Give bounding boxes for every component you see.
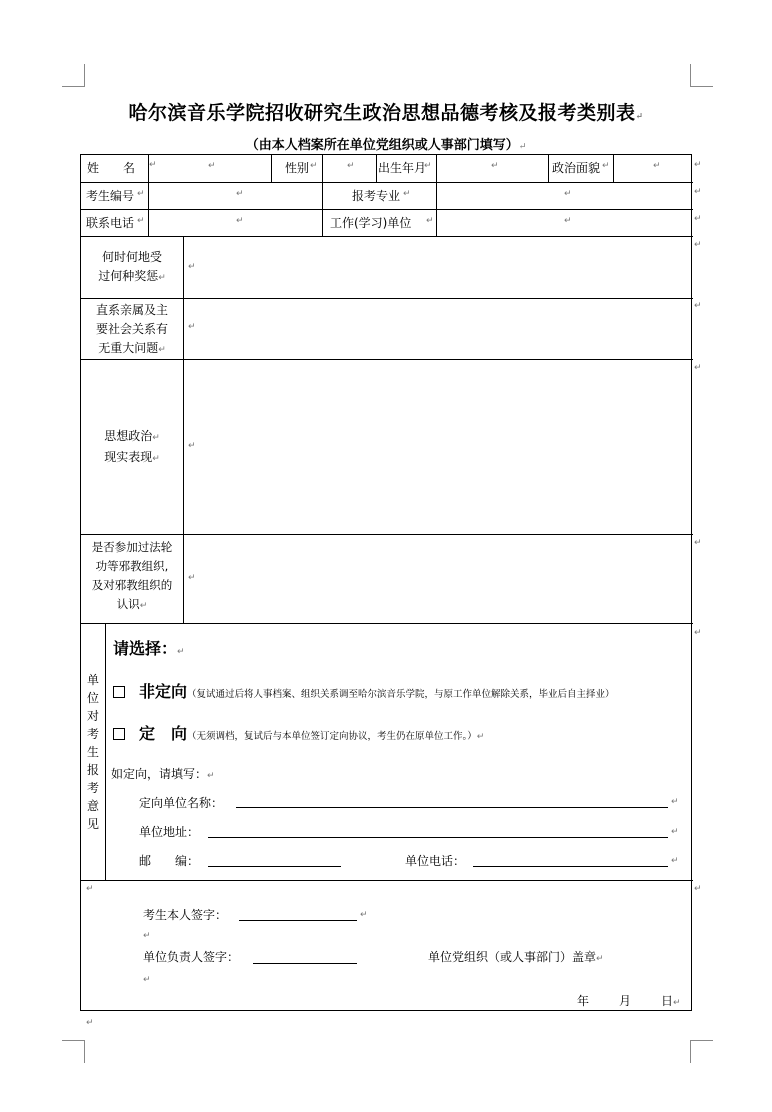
label-gender: 性别	[285, 161, 310, 175]
crop-mark-bottom-right	[690, 1040, 713, 1063]
field-cult[interactable]: ↵	[188, 573, 196, 583]
directed-unit-input[interactable]	[236, 807, 668, 808]
label-politics: 思想政治↵ 现实表现↵	[104, 429, 160, 464]
field-politics[interactable]: ↵	[188, 441, 196, 451]
field-political[interactable]: ↵	[653, 161, 661, 171]
directed-unit-label: 定向单位名称：	[139, 796, 224, 810]
unit-address-label: 单位地址：	[139, 825, 200, 839]
field-awards[interactable]: ↵	[188, 262, 196, 272]
field-work-unit[interactable]: ↵	[564, 216, 572, 226]
label-name: 姓 名	[87, 161, 136, 175]
postcode-input[interactable]	[208, 866, 341, 867]
date-month: 月	[619, 994, 632, 1008]
option-nondirected[interactable]: 非定向（复试通过后将人事档案、组织关系调至哈尔滨音乐学院，与原工作单位解除关系，毕业后自主择业）	[113, 679, 615, 702]
if-directed-label: 如定向，请填写：↵	[111, 767, 215, 781]
field-birth[interactable]: ↵	[491, 161, 499, 171]
date-year: 年	[577, 994, 590, 1008]
field-phone[interactable]: ↵	[236, 216, 244, 226]
leader-sign-input[interactable]	[253, 963, 357, 964]
label-political: 政治面貌	[552, 161, 601, 175]
unit-address-input[interactable]	[208, 837, 668, 838]
field-exam-no[interactable]: ↵	[236, 189, 244, 199]
candidate-sign-input[interactable]	[239, 920, 357, 921]
choose-heading: 请选择：↵	[113, 639, 185, 658]
field-major[interactable]: ↵	[564, 189, 572, 199]
field-gender[interactable]: ↵	[347, 161, 355, 171]
nondirected-checkbox[interactable]	[113, 686, 125, 698]
leader-sign-label: 单位负责人签字：	[143, 950, 240, 964]
crop-mark-top-left	[62, 64, 85, 87]
unit-phone-label: 单位电话：	[405, 854, 466, 868]
label-family: 直系亲属及主 要社会关系有 无重大问题↵	[95, 303, 168, 355]
unit-phone-input[interactable]	[473, 866, 668, 867]
label-unit-opinion: 单 位 对 考 生 报 考 意 见	[86, 673, 99, 831]
assessment-table: 姓 名 ↵ ↵ 性别 ↵ ↵ 出生年月 ↵ ↵ 政治面貌 ↵ ↵ 考生编号 ↵ ↵ 报考专业 ↵ ↵ 联系电话 ↵ ↵ 工作(学习)单位 ↵ ↵ 何时何地受 过何种奖惩↵ ↵ 直系亲属及主 要社会关系有 无重大问题↵ ↵ 思想政治↵ 现实表现↵ ↵ 是否参加过法轮 功等邪教组织, 及对邪教组织的 认识↵ ↵ 单 位 对 考 生 报 考 意 见 请选择：↵ 非定向（复试通过后将人事档案、组织关系调至哈尔滨音乐学院，与原工作单位解除关系，毕业后自主择业） 定 向（无须调档，复试后与本单位签订定向协议，考生仍在原单位工作。）↵ 如定向，请填写：↵ 定向单位名称： ↵ 单位地址： ↵ 邮 编： 单位电话： ↵ ↵ 考生本人签字： ↵ ↵ 单位负责人签字： 单位党组织（或人事部门）盖章↵ ↵ 年 月 日↵	[80, 154, 692, 1011]
label-awards: 何时何地受 过何种奖惩↵	[98, 250, 166, 283]
date-day: 日↵	[661, 994, 681, 1008]
label-phone: 联系电话	[86, 216, 135, 230]
page-title: 哈尔滨音乐学院招收研究生政治思想品德考核及报考类别表↵	[128, 102, 644, 124]
seal-label: 单位党组织（或人事部门）盖章↵	[428, 950, 604, 964]
candidate-sign-label: 考生本人签字：	[143, 908, 228, 922]
label-work-unit: 工作(学习)单位	[330, 216, 412, 230]
postcode-label: 邮 编：	[139, 854, 200, 868]
option-directed[interactable]: 定 向（无须调档，复试后与本单位签订定向协议，考生仍在原单位工作。）↵	[113, 721, 484, 744]
page-subtitle: （由本人档案所在单位党组织或人事部门填写）↵	[245, 138, 527, 153]
crop-mark-top-right	[690, 64, 713, 87]
directed-checkbox[interactable]	[113, 728, 125, 740]
label-major: 报考专业	[352, 189, 401, 203]
label-cult: 是否参加过法轮 功等邪教组织, 及对邪教组织的 认识↵	[91, 540, 173, 611]
crop-mark-bottom-left	[62, 1040, 85, 1063]
label-exam-no: 考生编号	[86, 189, 135, 203]
field-name[interactable]: ↵	[208, 161, 216, 171]
label-birth: 出生年月	[378, 161, 427, 175]
field-family[interactable]: ↵	[188, 322, 196, 332]
